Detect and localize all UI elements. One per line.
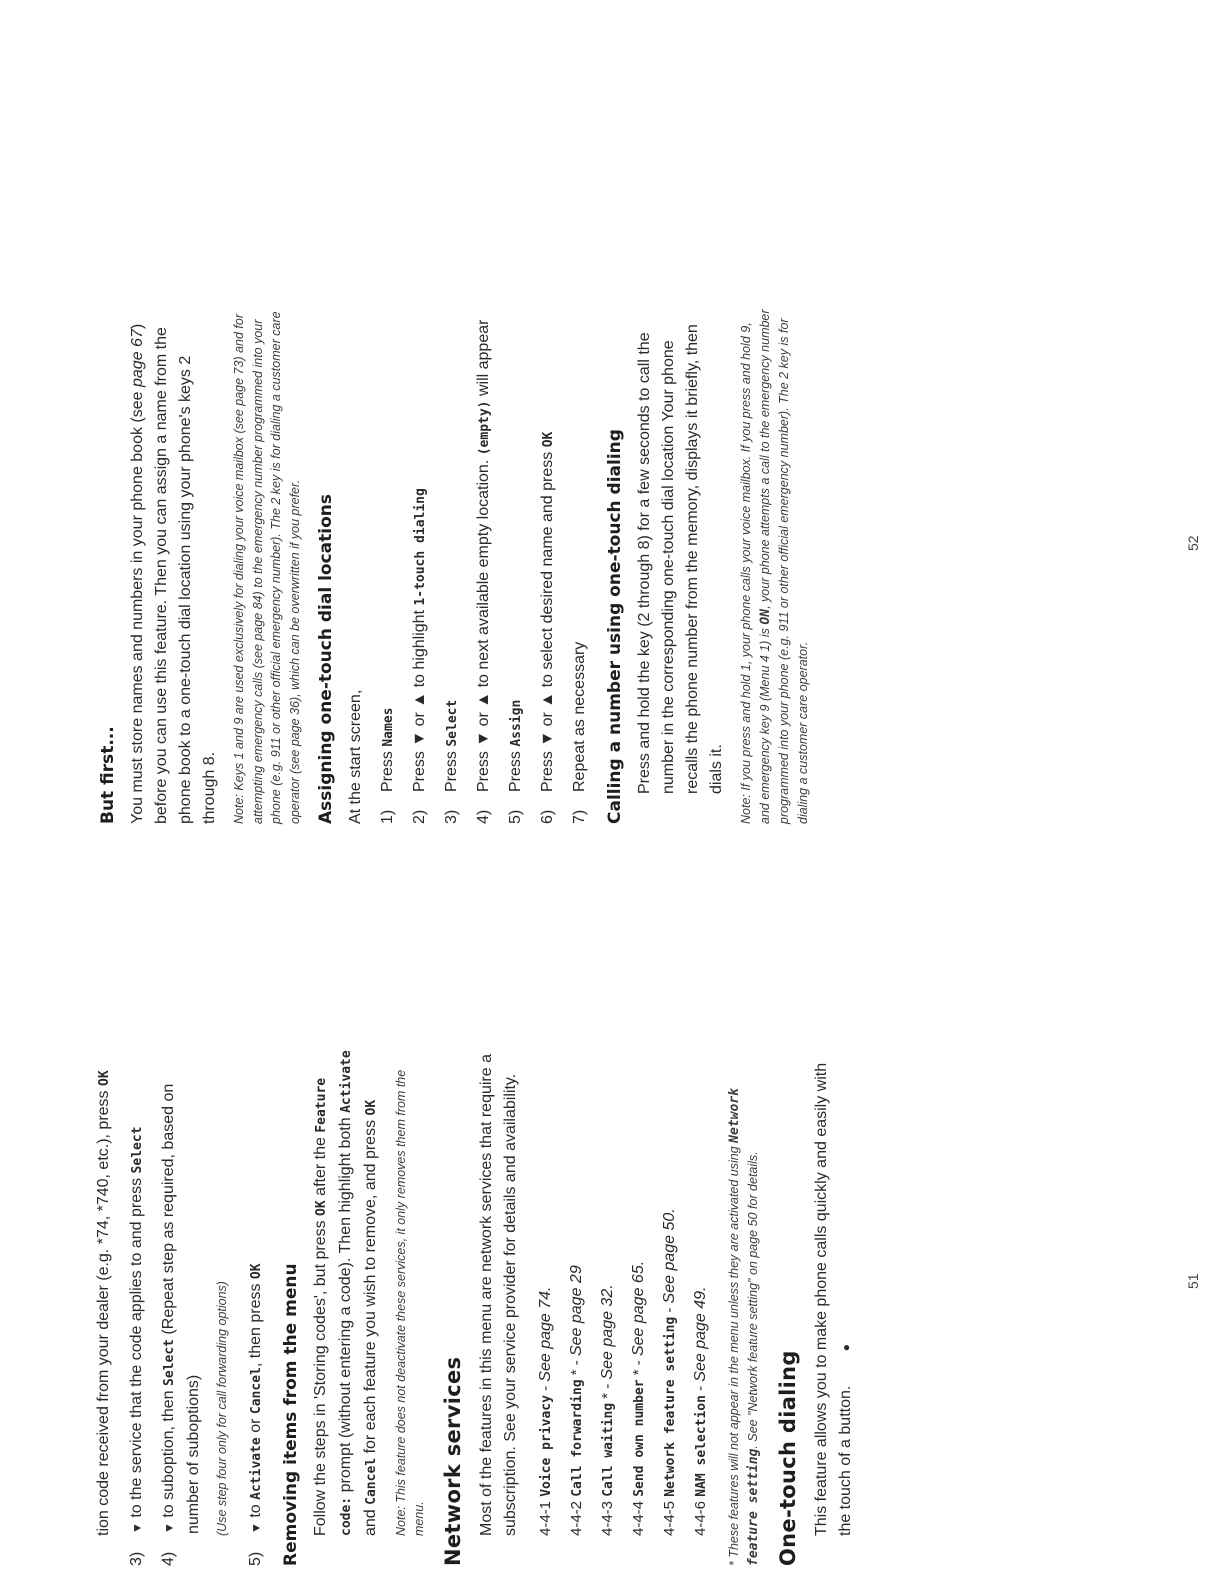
feature-name: Voice privacy (538, 1395, 554, 1497)
feature-code: 4-4-5 (660, 1500, 678, 1536)
continued-paragraph (92, 1046, 117, 1566)
cancel-key-label: Cancel (248, 1367, 264, 1415)
step-number: 3) (128, 1551, 145, 1566)
step-rest: will appear (475, 319, 492, 397)
step-key: OK (541, 431, 556, 448)
ok-key-label: OK (248, 1263, 264, 1280)
assign-step (536, 304, 561, 824)
step-mid: or (246, 1418, 264, 1433)
but-first-heading: But first... (98, 726, 118, 824)
feature-code: 4-4-4 (629, 1500, 647, 1536)
network-services-heading: Network services (440, 1356, 465, 1566)
feature-name: Network feature setting (662, 1316, 678, 1497)
activate-key-label: Activate (248, 1437, 264, 1500)
ok-key-label: OK (97, 1070, 112, 1086)
feature-page-ref: See page 32. (598, 1284, 616, 1380)
feature-page-ref: See page 65. (629, 1260, 647, 1357)
feature-name: Send own number (631, 1379, 647, 1497)
forwarding-steps (125, 1046, 206, 1566)
but-first-text-b: ) before you can use this feature. Then you can assign a name from the phone book to a one-touch dial location using your phone's keys 2 through 8. (129, 323, 218, 824)
removing-text-3: prompt (without entering a code). Then highlight both (336, 1117, 354, 1493)
feature-page-ref: See page 29 (567, 1265, 585, 1357)
but-first-note: Note: Keys 1 and 9 are used exclusively for dialing your voice mailbox (see page 73) and for attempting emergency calls (see page 84) to the emergency number programmed into your phone (e.g. 911 or other official emergency number). The 2 key is for dialing a customer care operator (see page 36), which can be overwritten if you prefer. (232, 311, 302, 824)
feature-code-label: Feature code: (313, 1077, 354, 1536)
one-touch-text: This feature allows you to make phone calls quickly and easily with the touch of a button. (812, 1062, 854, 1536)
page-reference: page 67 (129, 329, 146, 387)
feature-item: 4-4-1 Voice privacy - See page 74. (536, 1286, 554, 1536)
step-number: 5) (246, 1551, 264, 1566)
assigning-intro: At the start screen, (347, 689, 364, 824)
step-text: Press ▼ or ▲ to next available empty location. (475, 459, 492, 792)
removing-text-5: for each feature you wish to remove, and press (361, 1119, 379, 1454)
step-key: Assign (509, 699, 524, 747)
one-touch-heading: One-touch dialing (775, 1350, 800, 1566)
removing-text-2: after the (311, 1137, 329, 1196)
step-text: Press ▼ or ▲ to highlight (411, 610, 428, 792)
feature-code: 4-4-1 (536, 1500, 554, 1536)
network-services-body: Most of the features in this menu are network services that require a subscription. See your service provider for details and availability. (477, 1053, 519, 1536)
assign-step (504, 304, 529, 824)
step-key: (empty) (477, 400, 492, 456)
feature-name: Call waiting (600, 1402, 616, 1497)
feature-page-ref: See page 49. (691, 1286, 709, 1382)
calling-heading: Calling a number using one-touch dialing (605, 429, 625, 824)
but-first-text-a: You must store names and numbers in your phone book (see (129, 391, 146, 824)
step-number: 5) (507, 809, 524, 824)
arrow-down-icon: ▼ (130, 1522, 144, 1534)
activate-key-label: Activate (338, 1050, 354, 1113)
assign-step (440, 304, 465, 824)
ok-key-label: OK (313, 1200, 329, 1216)
calling-note (737, 304, 812, 824)
feature-item: 4-4-5 Network feature setting - See page 50. (660, 1208, 678, 1536)
page-52-column (86, 304, 824, 824)
feature-item: 4-4-6 NAM selection - See page 49. (691, 1286, 709, 1536)
footnote-key: Network feature setting (726, 1088, 761, 1566)
step-text: to (246, 1504, 264, 1518)
assign-step (376, 304, 401, 824)
but-first-body (126, 304, 222, 824)
feature-star: * (598, 1392, 616, 1403)
step-number: 4) (160, 1551, 177, 1566)
page-number-51: 51 (1185, 1273, 1201, 1289)
forwarding-steps-cont (244, 1046, 269, 1566)
assigning-steps (376, 304, 593, 824)
assign-step (472, 304, 497, 824)
step-text-after: , then press (246, 1283, 264, 1368)
page-number-52: 52 (1185, 535, 1201, 551)
step-key: Select (445, 699, 460, 747)
step-number: 2) (411, 809, 428, 824)
step-5 (244, 1046, 269, 1566)
feature-item: 4-4-4 Send own number * - See page 65. (629, 1260, 647, 1536)
bullet-dot-icon: ● (838, 1343, 853, 1352)
network-feature-list (531, 1046, 717, 1536)
step-4 (157, 1046, 206, 1566)
removing-paragraph (309, 1046, 384, 1566)
calling-note-a: Note: If you press and hold 1, your phone calls your voice mailbox. If you press and hold 9, and emergency key 9 (Menu 4 1) is (739, 322, 772, 824)
arrow-down-icon: ▼ (248, 1522, 263, 1534)
step-number: 7) (571, 809, 588, 824)
removing-text-1: Follow the steps in 'Storing codes', but press (311, 1220, 329, 1536)
feature-item: 4-4-2 Call forwarding * - See page 29 (567, 1265, 585, 1536)
calling-body: Press and hold the key (2 through 8) for a few seconds to call the number in the corresponding one-touch dial location Your phone recalls the phone number from the memory, displays it briefly, then dials it. (636, 324, 725, 794)
feature-code: 4-4-3 (598, 1500, 616, 1536)
step-text: Press (507, 751, 524, 792)
step-text-after: (Repeat step as required, based on number of suboptions) (160, 1083, 202, 1534)
step-text: to the service that the code applies to and press (128, 1177, 145, 1518)
footnote-text-b: . See "Network feature setting" on page 50 for details. (746, 1151, 760, 1449)
feature-page-ref: See page 74. (536, 1286, 554, 1382)
step-3 (125, 1046, 150, 1566)
step-number: 4) (475, 809, 492, 824)
continued-text: tion code received from your dealer (e.g. *74, *740, etc.), press (95, 1090, 112, 1536)
feature-page-ref: See page 50. (660, 1208, 678, 1304)
feature-name: Call forwarding (569, 1379, 585, 1497)
select-key-label: Select (130, 1126, 145, 1174)
step-text: Press (443, 751, 460, 792)
on-key-label: ON (757, 608, 773, 625)
cancel-key-label: Cancel (363, 1457, 379, 1505)
step-key: 1-touch dialing (413, 488, 428, 606)
feature-code: 4-4-6 (691, 1500, 709, 1536)
feature-star: * (629, 1369, 647, 1380)
feature-code: 4-4-2 (567, 1500, 585, 1536)
step-text: Press (379, 751, 396, 792)
removing-heading: Removing items from the menu (280, 1263, 301, 1566)
ok-key-label: OK (363, 1099, 379, 1116)
feature-name: NAM selection (693, 1395, 709, 1497)
removing-note: Note: This feature does not deactivate these services, it only removes them from the menu. (393, 1069, 426, 1536)
assign-step (568, 304, 593, 824)
network-footnote (725, 1046, 764, 1566)
step-number: 3) (443, 809, 460, 824)
removing-text-4: and (361, 1509, 379, 1536)
step-number: 6) (539, 809, 556, 824)
step-number: 1) (379, 809, 396, 824)
arrow-down-icon: ▼ (162, 1522, 176, 1534)
assign-step (408, 304, 433, 824)
calling-note-b: , your phone attempts a call to the emergency number programmed into your phone (e.g. 911 or other official emergency number). The 2 key is for dialing a customer care operator. (757, 309, 810, 824)
assigning-heading: Assigning one-touch dial locations (316, 493, 336, 824)
step-text: Press ▼ or ▲ to select desired name and press (539, 451, 556, 792)
footnote-text-a: * These features will not appear in the menu unless they are activated using (726, 1146, 741, 1566)
step-text: Repeat as necessary (571, 641, 588, 792)
step4-note: (Use step four only for call forwarding options) (215, 1281, 229, 1536)
step-key: Names (381, 707, 396, 747)
feature-star: * (567, 1369, 585, 1380)
step-text: to suboption, then (160, 1390, 177, 1518)
feature-item: 4-4-3 Call waiting * - See page 32. (598, 1284, 616, 1536)
page-51-column (92, 1046, 866, 1566)
select-key-label: Select (162, 1339, 177, 1386)
one-touch-body (810, 1046, 858, 1566)
